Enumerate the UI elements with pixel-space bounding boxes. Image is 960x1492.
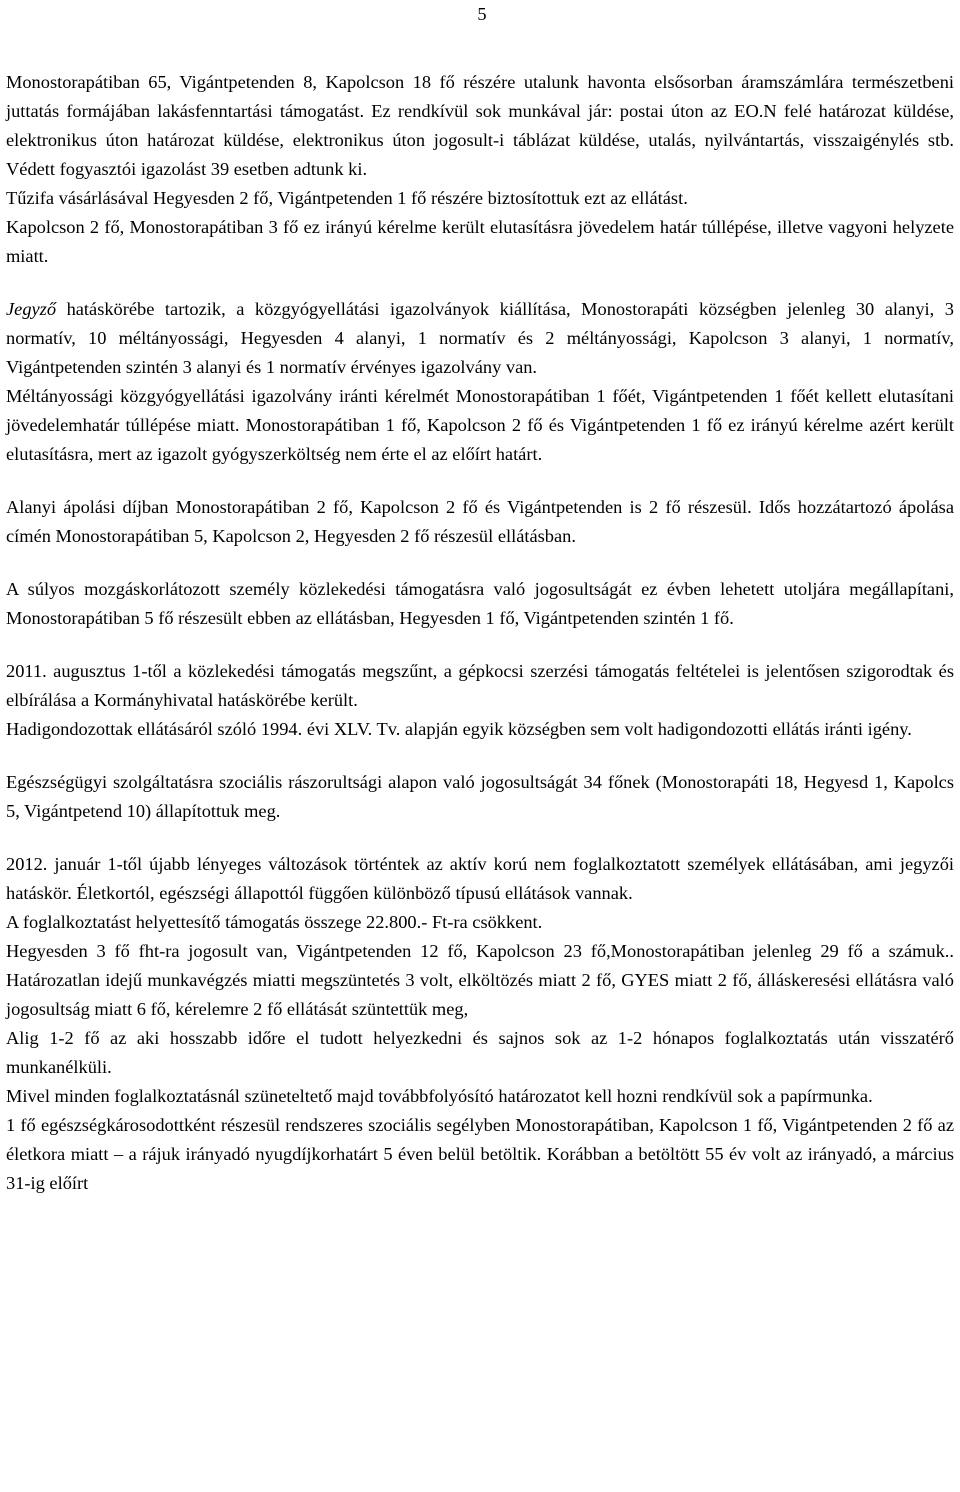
paragraph-2011-valtozasok — [6, 657, 954, 744]
text-line: Tűzifa vásárlásával Hegyesden 2 fő, Vigántpetenden 1 fő részére biztosítottuk ezt az ellátást. — [6, 188, 688, 208]
text-line: Monostorapátiban 65, Vigántpetenden 8, Kapolcson 18 fő részére utalunk havonta elsősorban áramszámlára természetbeni juttatás formájában lakásfenntartási támogatást. Ez rendkívül sok munkával jár: postai úton az EO.N felé határozat küldése, elektronikus úton határozat küldése, elektronikus úton jogosult-i táblázat küldése, utalás, nyilvántartás, visszaigénylés stb. Védett fogyasztói igazolást 39 esetben adtunk ki. — [6, 72, 954, 179]
text-line: Mivel minden foglalkoztatásnál szüneteltető majd továbbfolyósító határozatot kell hozni rendkívül sok a papírmunka. — [6, 1086, 873, 1106]
text-line: Hadigondozottak ellátásáról szóló 1994. évi XLV. Tv. alapján egyik községben sem volt hadigondozotti ellátás iránti igény. — [6, 719, 912, 739]
text-line: 1 fő egészségkárosodottként részesül rendszeres szociális segélyben Monostorapátiban, Kapolcson 1 fő, Vigántpetenden 2 fő az életkora miatt – a rájuk irányadó nyugdíjkorhatárt 5 éven belül betöltik. Korábban a betöltött 55 év volt az irányadó, a március 31-ig előírt — [6, 1115, 954, 1193]
paragraph-egeszsegugyi-szolgaltatas — [6, 768, 954, 826]
page-number: 5 — [477, 4, 487, 24]
paragraph-kozlekedesi-tamogatas — [6, 575, 954, 633]
text-line: Alig 1-2 fő az aki hosszabb időre el tudott helyezkedni és sajnos sok az 1-2 hónapos foglalkoztatás után visszatérő munkanélküli. — [6, 1028, 954, 1077]
text-line: Alanyi ápolási díjban Monostorapátiban 2 fő, Kapolcson 2 fő és Vigántpetenden is 2 fő részesül. Idős hozzátartozó ápolása címén Monostorapátiban 5, Kapolcson 2, Hegyesden 2 fő részesül ellátásban. — [6, 497, 954, 546]
document-body — [6, 68, 954, 1198]
italic-lead: Jegyző — [6, 299, 57, 319]
paragraph-kozgyogyellatas — [6, 295, 954, 469]
text-line: Méltányossági közgyógyellátási igazolvány iránti kérelmét Monostorapátiban 1 főét, Vigántpetenden 1 főét kellett elutasítani jövedelemhatár túllépése miatt. Monostorapátiban 1 fő, Kapolcson 2 fő és Vigántpetenden 1 fő ez irányú kérelme azért került elutasításra, mert az igazolt gyógyszerköltség nem érte el az előírt határt. — [6, 386, 954, 464]
text-line: 2011. augusztus 1-től a közlekedési támogatás megszűnt, a gépkocsi szerzési támogatás feltételei is jelentősen szigorodtak és elbírálása a Kormányhivatal hatáskörébe került. — [6, 661, 954, 710]
paragraph-2012-valtozasok — [6, 850, 954, 1198]
text-line: Kapolcson 2 fő, Monostorapátiban 3 fő ez irányú kérelme került elutasításra jövedelem határ túllépése, illetve vagyoni helyzete miatt. — [6, 217, 954, 266]
text-line: Hegyesden 3 fő fht-ra jogosult van, Vigántpetenden 12 fő, Kapolcson 23 fő,Monostorapátiban jelenleg 29 fő a számuk.. Határozatlan idejű munkavégzés miatti megszüntetés 3 volt, elköltözés miatt 2 fő, GYES miatt 2 fő, álláskeresési ellátásra való jogosultság miatt 6 fő, kérelemre 2 fő ellátását szüntettük meg, — [6, 941, 954, 1019]
text-line: A foglalkoztatást helyettesítő támogatás összege 22.800.- Ft-ra csökkent. — [6, 912, 543, 932]
text-line: Egészségügyi szolgáltatásra szociális rászorultsági alapon való jogosultságát 34 főnek (Monostorapáti 18, Hegyesd 1, Kapolcs 5, Vigántpetend 10) állapítottuk meg. — [6, 772, 954, 821]
paragraph-apolasi-dij — [6, 493, 954, 551]
text-line: A súlyos mozgáskorlátozott személy közlekedési támogatásra való jogosultságát ez évben lehetett utoljára megállapítani, Monostorapátiban 5 fő részesült ebben az ellátásban, Hegyesden 1 fő, Vigántpetenden szintén 1 fő. — [6, 579, 954, 628]
text-line: hatáskörébe tartozik, a közgyógyellátási igazolványok kiállítása, Monostorapáti községben jelenleg 30 alanyi, 3 normatív, 10 méltányossági, Hegyesden 4 alanyi, 1 normatív és 2 méltányossági, Kapolcson 3 alanyi, 1 normatív, Vigántpetenden szintén 3 alanyi és 1 normatív érvényes igazolvány van. — [6, 299, 954, 377]
paragraph-lakasfenntartas — [6, 68, 954, 271]
text-line: 2012. január 1-től újabb lényeges változások történtek az aktív korú nem foglalkoztatott személyek ellátásában, ami jegyzői hatáskör. Életkortól, egészségi állapottól függően különböző típusú ellátások vannak. — [6, 854, 954, 903]
